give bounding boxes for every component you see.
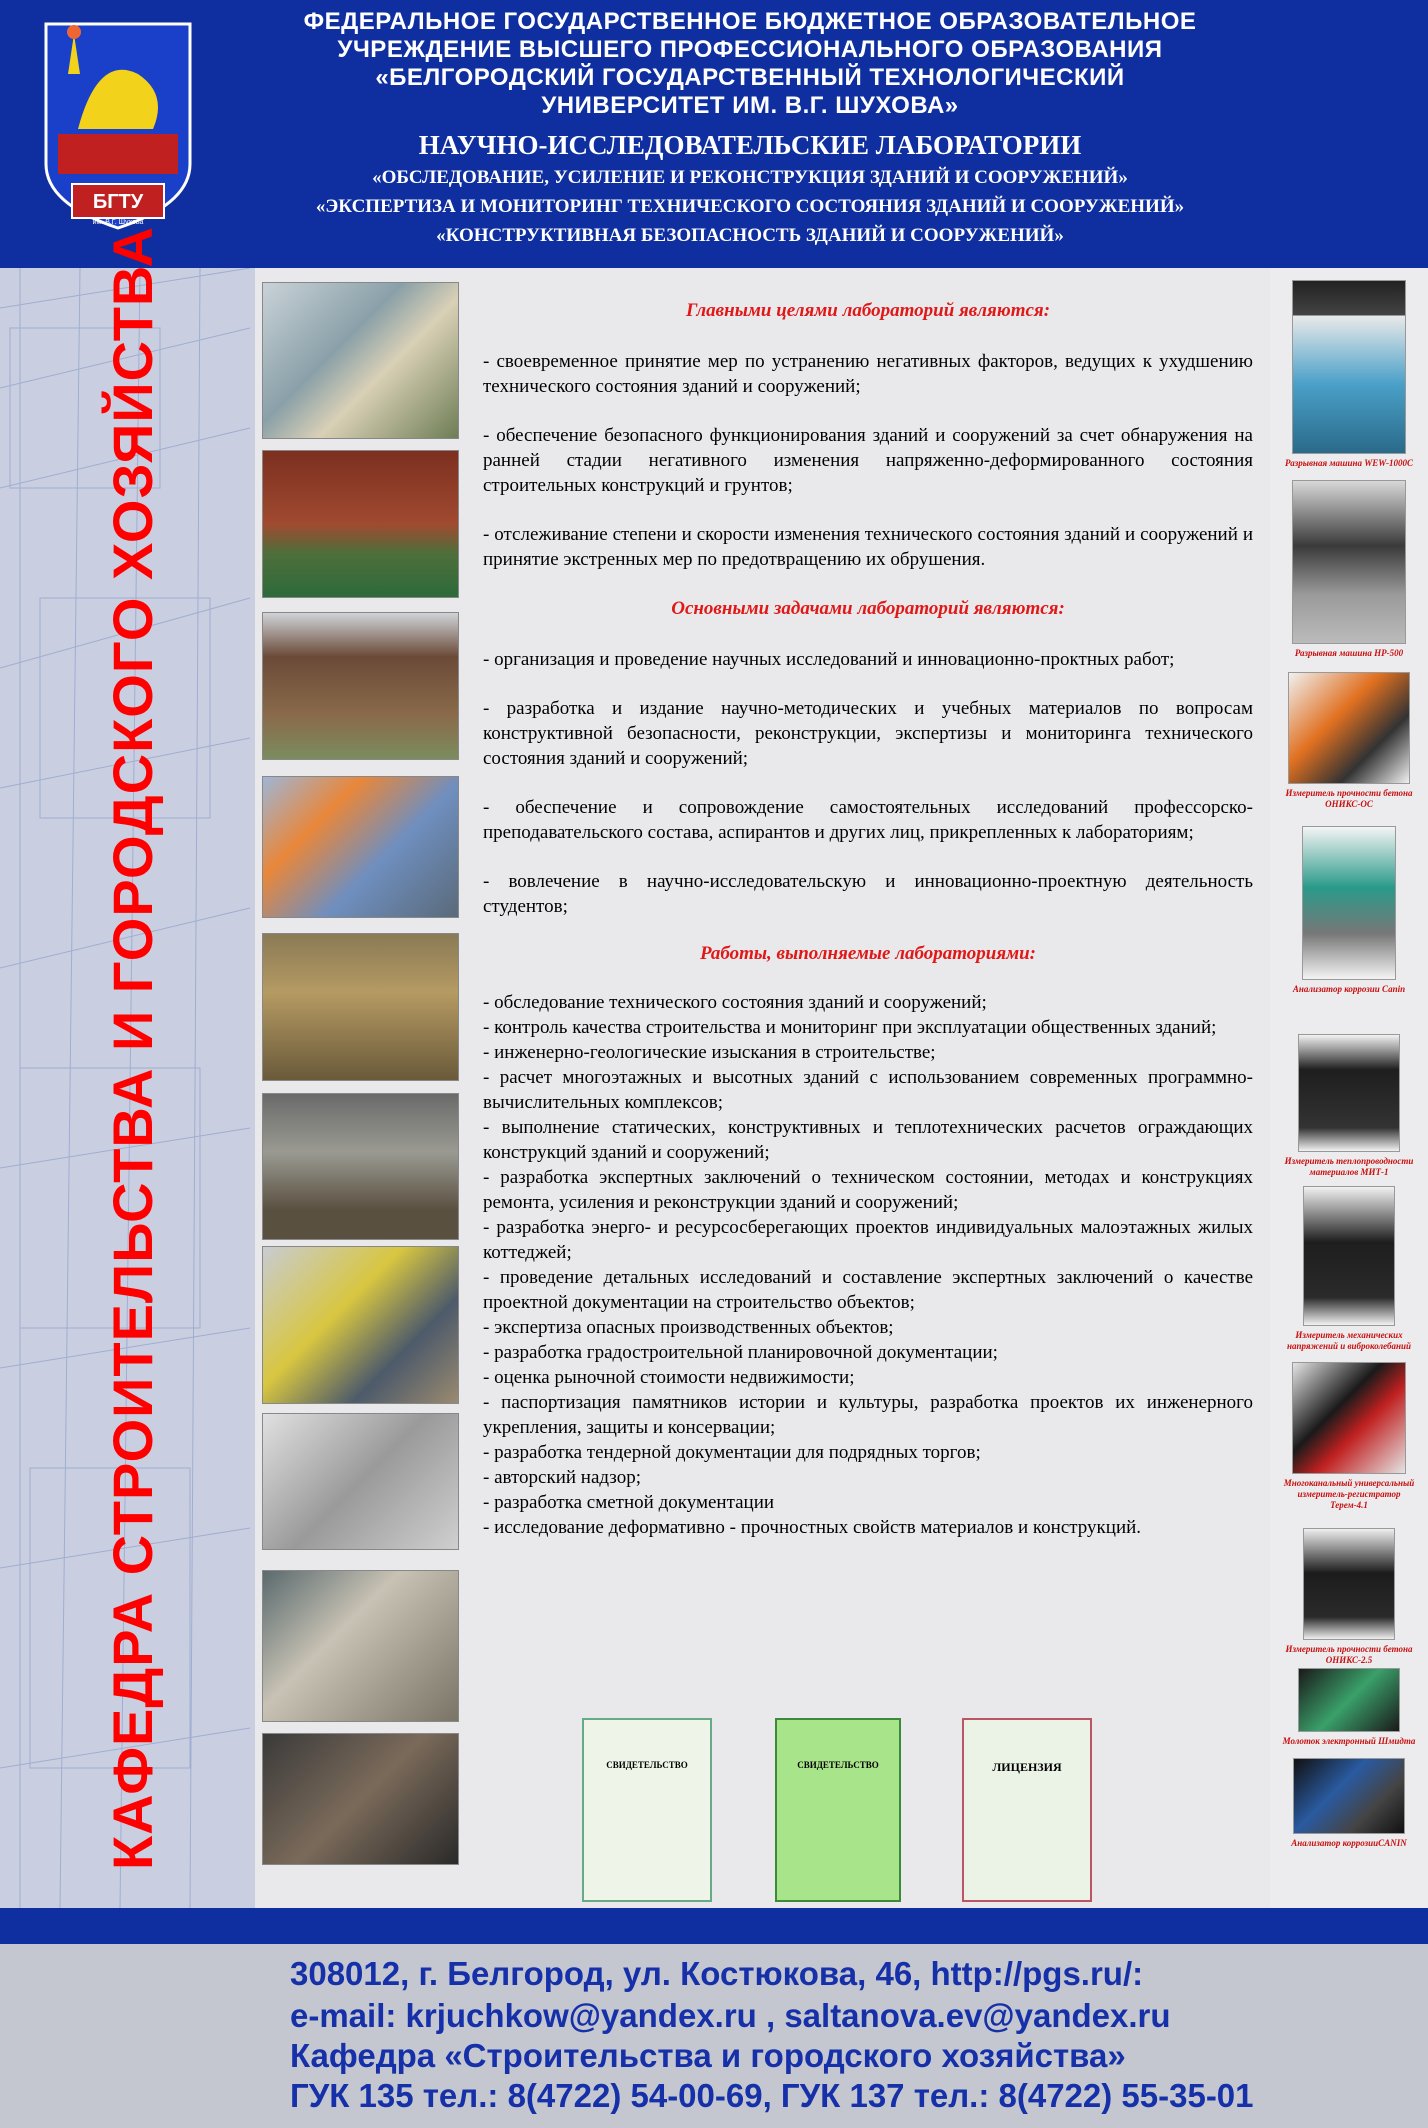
device-caption: Измеритель прочности бетона ОНИКС-ОС [1285, 788, 1413, 809]
photo-model [262, 1413, 459, 1550]
photo-engineers [262, 1246, 459, 1404]
work-item: - разработка сметной документации [483, 1492, 775, 1513]
device-image [1303, 1528, 1395, 1640]
device-card [1282, 1668, 1416, 1747]
photo-thermal-imaging [262, 776, 459, 918]
task-item: - обеспечение и сопровождение самостоятельных исследований профессорско-преподавательского состава, аспирантов и других лиц, прикрепленных к лабораториям; [483, 797, 1253, 843]
certificate-1: СВИДЕТЕЛЬСТВО [582, 1718, 712, 1902]
photo-inspection-3 [262, 612, 459, 760]
device-image [1292, 1362, 1406, 1474]
photo-foundation [262, 933, 459, 1081]
main-content [483, 298, 1253, 1540]
device-caption: Измеритель прочности бетона ОНИКС-2.5 [1285, 1644, 1413, 1665]
labs-title: НАУЧНО-ИССЛЕДОВАТЕЛЬСКИЕ ЛАБОРАТОРИИ [418, 130, 1082, 160]
footer-department: Кафедра «Строительства и городского хозяйства» [290, 2037, 1126, 2074]
task-item: - разработка и издание научно-методических и учебных материалов по вопросам конструктивной безопасности, реконструкции, экспертизы и мониторинга технического состояния зданий и сооружений; [483, 698, 1253, 769]
device-caption: Измеритель механических напряжений и виброколебаний [1287, 1330, 1411, 1351]
tasks-heading: Основными задачами лабораторий являются: [671, 598, 1065, 619]
device-card [1282, 672, 1416, 810]
photo-wall-test [262, 1570, 459, 1722]
work-item: - оценка рыночной стоимости недвижимости; [483, 1367, 855, 1388]
goals-heading: Главными целями лабораторий являются: [685, 300, 1051, 321]
header [0, 0, 1428, 268]
device-image [1288, 672, 1410, 784]
lab-name-2: «ЭКСПЕРТИЗА И МОНИТОРИНГ ТЕХНИЧЕСКОГО СОСТОЯНИЯ ЗДАНИЙ И СООРУЖЕНИЙ» [315, 196, 1185, 217]
device-caption: Молоток электронный Шмидта [1282, 1736, 1416, 1746]
device-card [1282, 1362, 1416, 1511]
work-item: - проведение детальных исследований и составление экспертных заключений о качестве проектной документации на строительство объектов; [483, 1267, 1253, 1313]
task-item: - вовлечение в научно-исследовательскую и инновационно-проектную деятельность студентов; [483, 871, 1253, 917]
photo-inspection-1 [262, 282, 459, 439]
work-item: - экспертиза опасных производственных объектов; [483, 1317, 894, 1338]
device-image [1303, 1186, 1395, 1326]
university-logo [38, 14, 198, 232]
device-image [1292, 280, 1406, 454]
footer-email: e-mail: krjuchkow@yandex.ru , saltanova.ev@yandex.ru [290, 1997, 1171, 2034]
work-item: - исследование деформативно - прочностных свойств материалов и конструкций. [483, 1517, 1142, 1538]
device-image [1302, 826, 1396, 980]
device-caption: Разрывная машина WEW-1000C [1285, 458, 1413, 468]
lab-name-1: «ОБСЛЕДОВАНИЕ, УСИЛЕНИЕ И РЕКОНСТРУКЦИЯ ЗДАНИЙ И СООРУЖЕНИЙ» [372, 167, 1128, 188]
work-item: - авторский надзор; [483, 1467, 641, 1488]
works-heading: Работы, выполняемые лабораториями: [699, 943, 1037, 964]
goal-item: - своевременное принятие мер по устранению негативных факторов, ведущих к ухудшению технического состояния зданий и сооружений; [483, 351, 1253, 397]
svg-text:БГТУ: БГТУ [92, 191, 144, 213]
device-card [1282, 1528, 1416, 1666]
device-card [1282, 480, 1416, 659]
device-card [1282, 826, 1416, 995]
footer-address: 308012, г. Белгород, ул. Костюкова, 46, http://pgs.ru/: [290, 1955, 1144, 1992]
lab-name-3: «КОНСТРУКТИВНАЯ БЕЗОПАСНОСТЬ ЗДАНИЙ И СООРУЖЕНИЙ» [436, 225, 1064, 246]
svg-text:им. В.Г. Шухова: им. В.Г. Шухова [92, 219, 144, 226]
work-item: - обследование технического состояния зданий и сооружений; [483, 992, 987, 1013]
certificate-2: СВИДЕТЕЛЬСТВО [775, 1718, 901, 1902]
device-image [1293, 1758, 1405, 1834]
org-name: ФЕДЕРАЛЬНОЕ ГОСУДАРСТВЕННОЕ БЮДЖЕТНОЕ ОБРАЗОВАТЕЛЬНОЕ УЧРЕЖДЕНИЕ ВЫСШЕГО ПРОФЕССИОНАЛЬНОГО ОБРАЗОВАНИЯ «БЕЛГОРОДСКИЙ ГОСУДАРСТВЕННЫЙ ТЕХНОЛОГИЧЕСКИЙ УНИВЕРСИТЕТ ИМ. В.Г. ШУХОВА» [303, 8, 1197, 119]
photo-field-work [262, 1093, 459, 1240]
work-item: - выполнение статических, конструктивных и теплотехнических расчетов ограждающих конструкций зданий и сооружений; [483, 1117, 1253, 1163]
work-item: - инженерно-геологические изыскания в строительстве; [483, 1042, 936, 1063]
device-card [1282, 1034, 1416, 1178]
device-caption: Многоканальный универсальный измеритель-регистратор Терем-4.1 [1283, 1478, 1415, 1510]
work-item: - разработка экспертных заключений о техническом состоянии, методах и конструкциях ремонта, усиления и реконструкции зданий и сооружений; [483, 1167, 1253, 1213]
work-item: - разработка энерго- и ресурсосберегающих проектов индивидуальных малоэтажных жилых коттеджей; [483, 1217, 1253, 1263]
work-item: - расчет многоэтажных и высотных зданий с использованием современных программно-вычислительных комплексов; [483, 1067, 1253, 1113]
task-item: - организация и проведение научных исследований и инновационно-проктных работ; [483, 649, 1175, 670]
work-item: - контроль качества строительства и мониторинг при эксплуатации общественных зданий; [483, 1017, 1217, 1038]
goal-item: - отслеживание степени и скорости изменения технического состояния зданий и сооружений и принятие экстренных мер по предотвращению их обрушения. [483, 524, 1253, 570]
department-vertical-title: КАФЕДРА СТРОИТЕЛЬСТВА И ГОРОДСКОГО ХОЗЯЙСТВА [101, 226, 164, 1870]
device-image [1298, 1668, 1400, 1732]
footer [0, 1944, 1428, 2128]
photo-inspection-2 [262, 450, 459, 598]
work-item: - разработка градостроительной планировочной документации; [483, 1342, 998, 1363]
device-card [1282, 280, 1416, 469]
footer-phones: ГУК 135 тел.: 8(4722) 54-00-69, ГУК 137 тел.: 8(4722) 55-35-01 [290, 2077, 1254, 2114]
device-image [1292, 480, 1406, 644]
license-document: ЛИЦЕНЗИЯ [962, 1718, 1092, 1902]
footer-band [0, 1908, 1428, 1944]
device-caption: Анализатор коррозии Canin [1292, 984, 1406, 994]
device-caption: Анализатор коррозииCANIN [1291, 1838, 1407, 1848]
device-card [1282, 1186, 1416, 1352]
goal-item: - обеспечение безопасного функционирования зданий и сооружений за счет обнаружения на ранней стадии негативного изменения напряженно-деформированного состояния строительных конструкций и грунтов; [483, 425, 1253, 496]
device-caption: Разрывная машина HP-500 [1294, 648, 1404, 658]
device-card [1282, 1758, 1416, 1849]
works-list [483, 990, 1253, 1540]
photo-device-use [262, 1733, 459, 1865]
device-caption: Измеритель теплопроводности материалов МИТ-1 [1284, 1156, 1414, 1177]
device-image [1298, 1034, 1400, 1152]
work-item: - разработка тендерной документации для подрядных торгов; [483, 1442, 981, 1463]
work-item: - паспортизация памятников истории и культуры, разработка проектов их инженерного укрепления, защиты и консервации; [483, 1392, 1253, 1438]
